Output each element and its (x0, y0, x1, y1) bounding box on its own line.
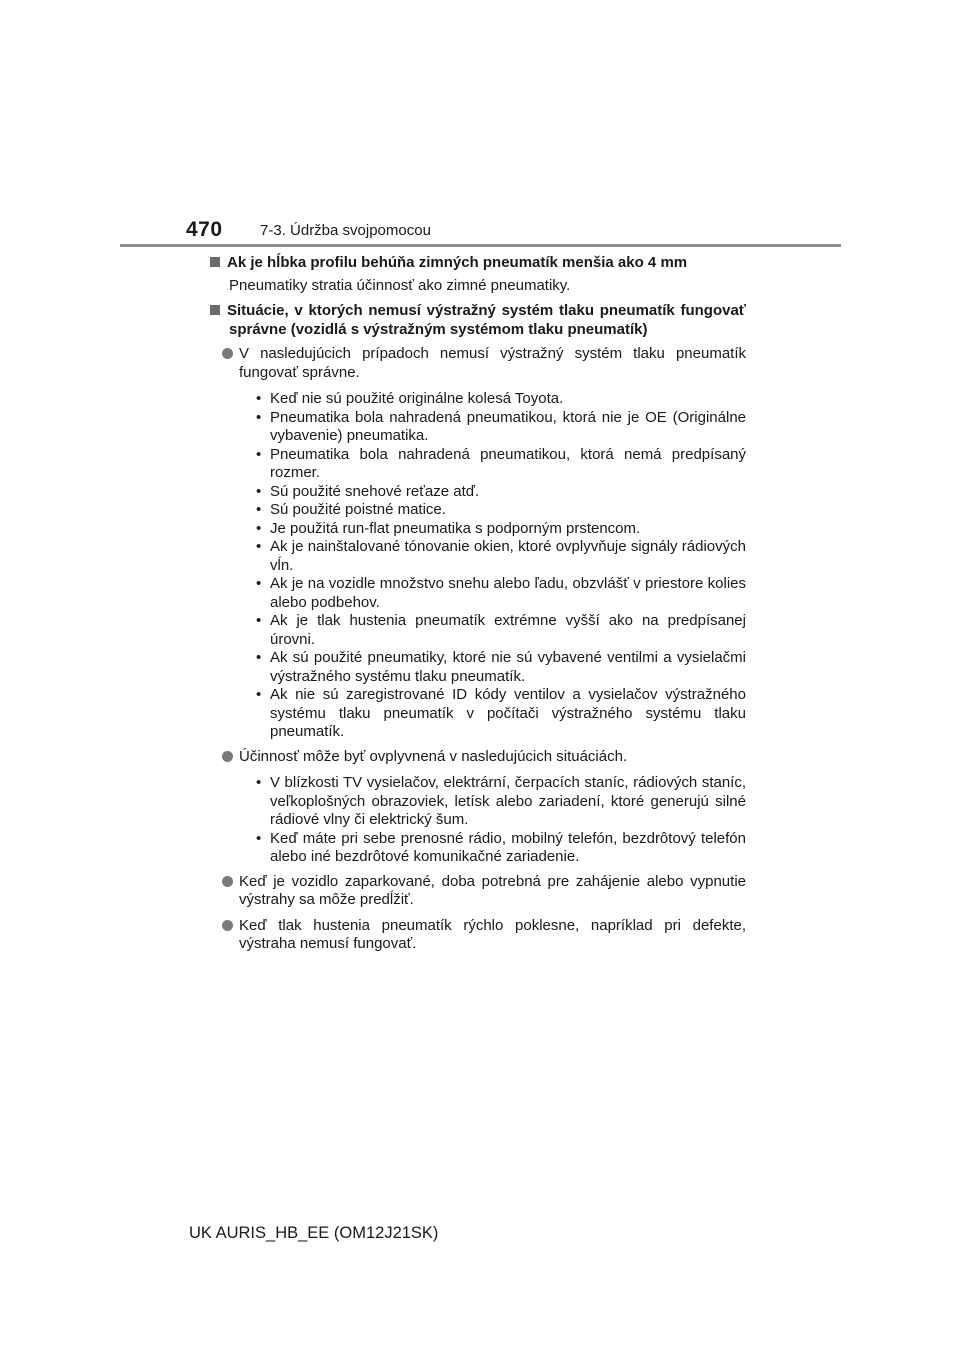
circle-bullet-icon (222, 751, 233, 762)
list-item-text: Je použitá run-flat pneumatika s podporným prstencom. (270, 519, 641, 537)
circle-bullet-icon (222, 348, 233, 359)
bullet-list (210, 390, 746, 742)
list-item: • Sú použité poistné matice. (256, 501, 446, 518)
list-item-text: Keď máte pri sebe prenosné rádio, mobilný telefón, bezdrôtový telefón alebo iné bezdrôtové komunikačné zariadenie. (270, 829, 746, 865)
list-item-text: Sú použité poistné matice. (270, 501, 446, 518)
point-item (222, 917, 746, 954)
list-item-text: V blízkosti TV vysielačov, elektrární, čerpacích staníc, rádiových staníc, veľkoplošných obrazoviek, letísk alebo zariadení, ktoré generujú silné rádiové vlny či elektrický šum. (270, 774, 746, 828)
section-title: 7-3. Údržba svojpomocou (260, 222, 431, 239)
point-text: Keď tlak hustenia pneumatík rýchlo poklesne, napríklad pri defekte, výstraha nemusí fungovať. (239, 916, 746, 952)
list-item: • Pneumatika bola nahradená pneumatikou, ktorá nie je OE (Originálne vybavenie) pneumatika. (256, 408, 746, 444)
section-heading (210, 254, 746, 273)
list-item: • Ak je na vozidle množstvo snehu alebo ľadu, obzvlášť v priestore kolies alebo podbehov. (256, 575, 746, 611)
list-item-text: Keď nie sú použité originálne kolesá Toyota. (270, 390, 564, 407)
list-item-text: Pneumatika bola nahradená pneumatikou, ktorá nemá predpísaný rozmer. (270, 445, 746, 481)
point-text: V nasledujúcich prípadoch nemusí výstražný systém tlaku pneumatík fungovať správne. (239, 345, 746, 381)
list-item: • Ak nie sú zaregistrované ID kódy ventilov a vysielačov výstražného systému tlaku pneumatík v počítači výstražného systému tlaku pneumatík. (256, 686, 746, 740)
point-item (222, 748, 746, 767)
list-item: • Keď máte pri sebe prenosné rádio, mobilný telefón, bezdrôtový telefón alebo iné bezdrôtové komunikačné zariadenie. (256, 829, 746, 865)
section-heading (210, 302, 746, 339)
list-item-text: Ak sú použité pneumatiky, ktoré nie sú vybavené ventilmi a vysielačmi výstražného systému tlaku pneumatík. (270, 649, 746, 685)
list-item-text: Sú použité snehové reťaze atď. (270, 482, 480, 500)
point-text: Keď je vozidlo zaparkované, doba potrebná pre zahájenie alebo vypnutie výstrahy sa môže predĺžiť. (239, 872, 746, 908)
list-item: • Ak sú použité pneumatiky, ktoré nie sú vybavené ventilmi a vysielačmi výstražného systému tlaku pneumatík. (256, 649, 746, 685)
list-item: • Keď nie sú použité originálne kolesá Toyota. (256, 390, 564, 407)
point-text: Účinnosť môže byť ovplyvnená v nasledujúcich situáciách. (239, 747, 628, 765)
page-number: 470 (186, 218, 223, 241)
circle-bullet-icon (222, 920, 233, 931)
list-item: • Ak je nainštalované tónovanie okien, ktoré ovplyvňuje signály rádiových vĺn. (256, 538, 746, 574)
point-item (222, 873, 746, 910)
header-rule (120, 244, 841, 247)
footer-model: UK AURIS_HB_EE (OM12J21SK) (189, 1224, 439, 1242)
bullet-list (210, 774, 746, 867)
content (210, 254, 746, 954)
section-heading-text: Situácie, v ktorých nemusí výstražný systém tlaku pneumatík fungovať správne (vozidlá s výstražným systémom tlaku pneumatík) (227, 302, 746, 338)
list-item-text: Ak je nainštalované tónovanie okien, ktoré ovplyvňuje signály rádiových vĺn. (270, 538, 746, 574)
list-item-text: Ak nie sú zaregistrované ID kódy ventilov a vysielačov výstražného systému tlaku pneumatík v počítači výstražného systému tlaku pneumatík. (270, 686, 746, 740)
list-item-text: Ak je na vozidle množstvo snehu alebo ľadu, obzvlášť v priestore kolies alebo podbehov. (270, 575, 746, 611)
list-item: • Ak je tlak hustenia pneumatík extrémne vyšší ako na predpísanej úrovni. (256, 612, 746, 648)
list-item: • Sú použité snehové reťaze atď. (256, 482, 480, 500)
square-bullet-icon (210, 257, 220, 267)
list-item: • Je použitá run-flat pneumatika s podporným prstencom. (256, 519, 641, 537)
list-item-text: Ak je tlak hustenia pneumatík extrémne vyšší ako na predpísanej úrovni. (270, 612, 746, 648)
point-item (222, 345, 746, 382)
square-bullet-icon (210, 305, 220, 315)
list-item-text: Pneumatika bola nahradená pneumatikou, ktorá nie je OE (Originálne vybavenie) pneumatika. (270, 408, 746, 444)
list-item: • Pneumatika bola nahradená pneumatikou, ktorá nemá predpísaný rozmer. (256, 445, 746, 481)
section-body: Pneumatiky stratia účinnosť ako zimné pneumatiky. (229, 276, 571, 294)
list-item: • V blízkosti TV vysielačov, elektrární, čerpacích staníc, rádiových staníc, veľkoplošných obrazoviek, letísk alebo zariadení, ktoré generujú silné rádiové vlny či elektrický šum. (256, 774, 746, 828)
section-heading-text: Ak je hĺbka profilu behúňa zimných pneumatík menšia ako 4 mm (227, 254, 688, 271)
circle-bullet-icon (222, 876, 233, 887)
